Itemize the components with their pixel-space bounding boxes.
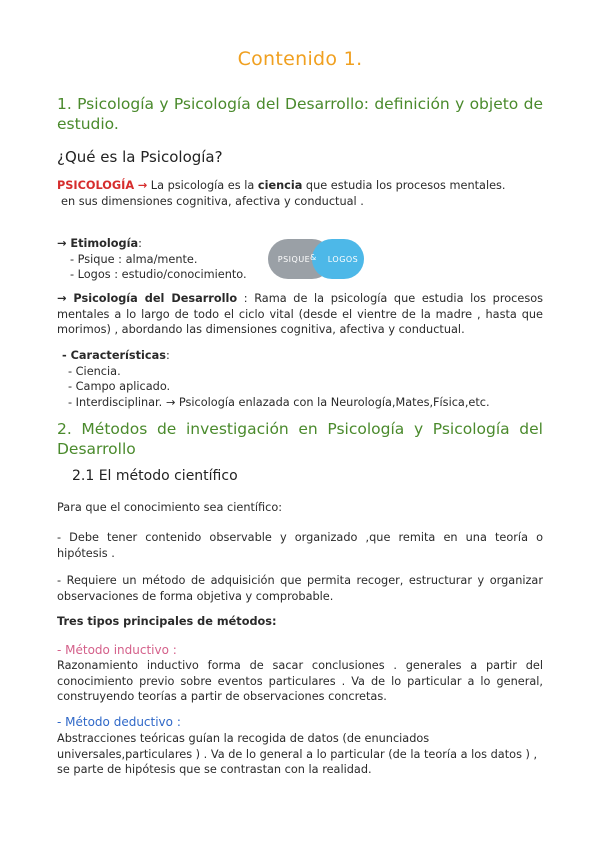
deductive-text: Abstracciones teóricas guían la recogida de datos (de enunciados universales,particulares ) . Va de lo general a lo particular (de la teoría a los datos ) , se parte de hipótesis que se contrastan con la realidad. [57,732,538,776]
psique-pill: PSIQUE [268,239,332,279]
definition-term: PSICOLOGÍA [57,179,135,192]
characteristics-label: - Características [62,349,166,362]
scientific-method-subheading: 2.1 El método científico [72,468,238,484]
inductive-label: - Método inductivo : [57,643,177,657]
arrow-icon: → [137,179,148,192]
list-item: - Ciencia. [68,364,121,378]
requirement-1: - Debe tener contenido observable y organizado ,que remita en una teoría o hipótesis . [57,531,543,560]
question-heading: ¿Qué es la Psicología? [57,148,223,166]
list-item: - Logos : estudio/conocimiento. [70,268,247,281]
inductive-text: Razonamiento inductivo forma de sacar conclusiones . generales a partir del conocimiento previo sobre eventos particulares . Va de lo particular a lo general, construyendo teorías a partir de observaciones concretas. [57,659,543,703]
psychology-definition: PSICOLOGÍA → La psicología es la ciencia que estudia los procesos mentales. en sus dimensiones cognitiva, afectiva y conductual . [57,179,506,208]
logos-pill: LOGOS [312,239,364,279]
section2-heading: 2. Métodos de investigación en Psicología y Psicología del Desarrollo [57,420,543,458]
characteristics-block: - Características: - Ciencia. - Campo aplicado. - Interdisciplinar. → Psicología enlazada con la Neurología,Mates,Física,etc. [62,349,490,409]
psique-logos-badge: PSIQUE LOGOS & [268,239,364,279]
etymology-block: → Etimología: - Psique : alma/mente. - Logos : estudio/conocimiento. [57,237,247,281]
deductive-label: - Método deductivo : [57,715,181,729]
development-label: → Psicología del Desarrollo [57,292,238,305]
intro-text: Para que el conocimiento sea científico: [57,501,283,514]
list-item: - Interdisciplinar. → Psicología enlazada con la Neurología,Mates,Física,etc. [68,395,490,409]
requirement-2: - Requiere un método de adquisición que permita recoger, estructurar y organizar observaciones de forma objetiva y comprobable. [57,574,543,603]
section1-heading: 1. Psicología y Psicología del Desarrollo: definición y objeto de estudio. [57,95,543,133]
page-title: Contenido 1. [237,48,363,70]
methods-heading: Tres tipos principales de métodos: [57,615,277,628]
list-item: - Campo aplicado. [68,380,171,393]
list-item: - Psique : alma/mente. [70,252,198,266]
etymology-label: → Etimología [57,237,139,250]
development-definition: → Psicología del Desarrollo : Rama de la psicología que estudia los procesos mentales a lo largo de todo el ciclo vital (desde el vientre de la madre , hasta que morimos) , abordando las dimensiones cognitiva, afectiva y conductual. [57,292,544,336]
